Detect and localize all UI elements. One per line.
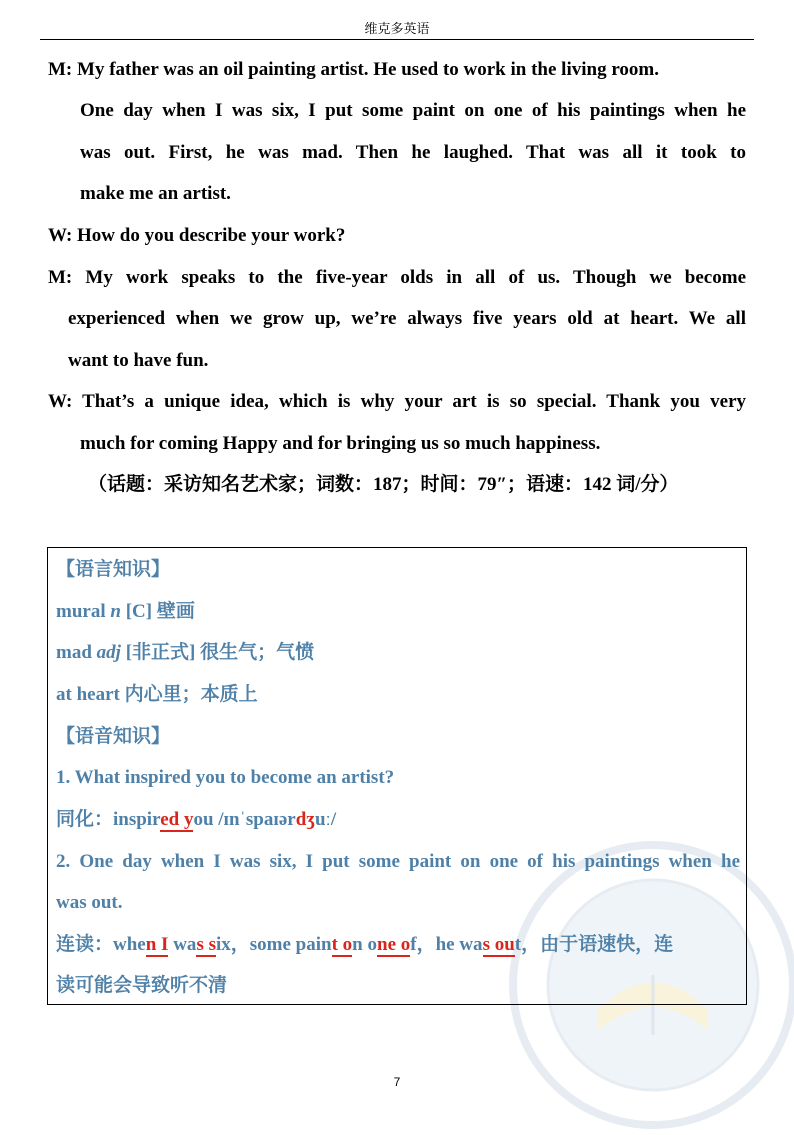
dialogue-line: make me an artist. [80, 183, 231, 204]
vocab-word: mad [56, 642, 97, 663]
part-of-speech: n [110, 601, 121, 622]
highlight-segment: t o [331, 934, 353, 955]
vocab-meaning: [非正式] 很生气；气愤 [120, 642, 315, 663]
phonetics-heading: 【语音知识】 [56, 726, 171, 747]
linking-note-continued: 读可能会导致听不清 [56, 975, 228, 996]
dialogue-line: One day when I was six, I put some paint on one of his paintings when he [80, 100, 746, 121]
highlight-segment: ed y [160, 809, 194, 830]
dialogue-line: was out. First, he was mad. Then he laughed. That was all it took to [80, 142, 746, 163]
linking-note [56, 932, 673, 958]
dialogue-line: W: That’s a unique idea, which is why your art is so special. Thank you very [48, 391, 746, 412]
vocab-item [56, 599, 195, 625]
dialogue-line: M: My work speaks to the five-year olds in all of us. Though we become [48, 267, 746, 288]
highlight-phoneme: dʒ [295, 809, 315, 830]
note-text: 同化：inspir [56, 809, 161, 830]
note-text: wa [168, 934, 197, 955]
vocab-item: at heart 内心里；本质上 [56, 684, 258, 705]
highlight-segment: s s [196, 934, 216, 955]
dialogue-line: M: My father was an oil painting artist. He used to work in the living room. [48, 59, 659, 80]
passage-meta: （话题：采访知名艺术家；词数：187；时间：79″；语速：142 词/分） [88, 474, 679, 495]
vocab-word: mural [56, 601, 111, 622]
example-sentence: was out. [56, 892, 123, 913]
page-header: 维克多英语 [364, 22, 430, 37]
assimilation-note [56, 807, 336, 833]
note-text: uː/ [314, 809, 337, 830]
header-rule [40, 39, 754, 40]
knowledge-box [47, 547, 747, 1005]
dialogue-line: much for coming Happy and for bringing us so much happiness. [80, 433, 601, 454]
highlight-segment: n I [145, 934, 169, 955]
note-text: t，由于语速快，连 [514, 934, 674, 955]
language-knowledge-heading: 【语言知识】 [56, 559, 171, 580]
example-sentence: 1. What inspired you to become an artist? [56, 767, 395, 788]
note-text: ou /ɪnˈspaɪər [193, 809, 296, 830]
note-text: 连读：whe [56, 934, 146, 955]
note-text: ix，some pain [215, 934, 332, 955]
dialogue-line: want to have fun. [68, 350, 209, 371]
page-number: 7 [393, 1075, 401, 1089]
highlight-segment: s ou [482, 934, 515, 955]
note-text: f，he wa [410, 934, 483, 955]
dialogue-line: W: How do you describe your work? [48, 225, 346, 246]
note-text: n o [352, 934, 377, 955]
part-of-speech: adj [96, 642, 121, 663]
highlight-segment: ne o [377, 934, 411, 955]
vocab-meaning: [C] 壁画 [120, 601, 195, 622]
vocab-item [56, 640, 314, 666]
example-sentence: 2. One day when I was six, I put some paint on one of his paintings when he [56, 851, 740, 872]
dialogue-line: experienced when we grow up, we’re always five years old at heart. We all [68, 308, 746, 329]
